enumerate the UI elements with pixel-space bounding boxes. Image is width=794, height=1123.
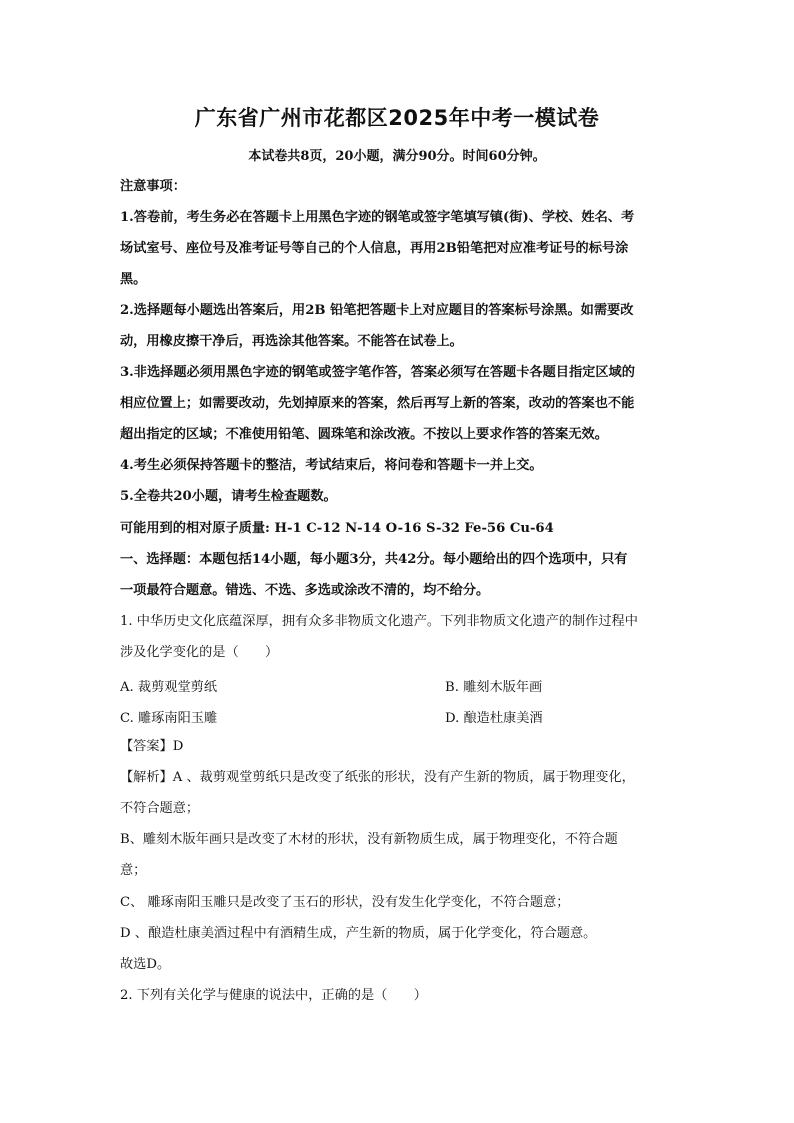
notice-heading: 注意事项： <box>120 179 186 194</box>
note-line: 3.非选择题必须用黑色字迹的钢笔或签字笔作答，答案必须写在答题卡各题目指定区域的 <box>120 365 635 380</box>
note-line: 相应位置上；如需要改动，先划掉原来的答案，然后再写上新的答案，改动的答案也不能 <box>120 396 635 411</box>
analysis-line: C、 雕琢南阳玉雕只是改变了玉石的形状，没有发生化学变化，不符合题意； <box>120 895 570 910</box>
option-a: A. 裁剪观堂剪纸 <box>120 680 218 695</box>
note-line: 5.全卷共20小题，请考生检查题数。 <box>120 489 337 504</box>
note-line: 4.考生必须保持答题卡的整洁，考试结束后，将问卷和答题卡一并上交。 <box>120 458 543 473</box>
note-line: 2.选择题每小题选出答案后，用2B 铅笔把答题卡上对应题目的答案标号涂黑。如需要改 <box>120 303 634 318</box>
option-b: B. 雕刻木版年画 <box>445 680 543 695</box>
note-line: 黑。 <box>120 272 147 287</box>
atomic-mass-line: 可能用到的相对原子质量: H-1 C-12 N-14 O-16 S-32 Fe-56 Cu-64 <box>120 521 554 536</box>
analysis-line: B、雕刻木版年画只是改变了木材的形状，没有新物质生成，属于物理变化，不符合题 <box>120 832 618 847</box>
note-line: 超出指定的区域；不准使用铅笔、圆珠笔和涂改液。不按以上要求作答的答案无效。 <box>120 427 608 442</box>
note-line: 动，用橡皮擦干净后，再选涂其他答案。不能答在试卷上。 <box>120 334 463 349</box>
analysis-line: 【解析】A 、裁剪观堂剪纸只是改变了纸张的形状，没有产生新的物质，属于物理变化， <box>120 770 635 785</box>
question-2-stem: 2. 下列有关化学与健康的说法中，正确的是（ ） <box>120 988 427 1003</box>
section-heading: 一项最符合题意。错选、不选、多选或涂改不清的，均不给分。 <box>120 583 490 598</box>
option-d: D. 酿造杜康美酒 <box>445 711 543 726</box>
page-title: 广东省广州市花都区2025年中考一模试卷 <box>194 106 600 130</box>
note-line: 1.答卷前，考生务必在答题卡上用黑色字迹的钢笔或签字笔填写镇(街)、学校、姓名、考 <box>120 210 635 225</box>
question-1-stem: 1. 中华历史文化底蕴深厚，拥有众多非物质文化遗产。下列非物质文化遗产的制作过程中 <box>120 614 638 629</box>
answer-line: 【答案】D <box>120 739 184 754</box>
analysis-line: 故选D。 <box>120 957 171 972</box>
exam-info: 本试卷共8页，20小题，满分90分。时间60分钟。 <box>248 149 546 164</box>
section-heading: 一、选择题：本题包括14小题，每小题3分，共42分。每小题给出的四个选项中，只有 <box>120 552 628 567</box>
analysis-line: 不符合题意； <box>120 801 200 816</box>
analysis-line: 意； <box>120 863 147 878</box>
analysis-line: D 、酿造杜康美酒过程中有酒精生成，产生新的物质，属于化学变化，符合题意。 <box>120 926 597 941</box>
option-c: C. 雕琢南阳玉雕 <box>120 711 218 726</box>
question-1-stem: 涉及化学变化的是（ ） <box>120 645 279 660</box>
note-line: 场试室号、座位号及准考证号等自己的个人信息，再用2B铅笔把对应准考证号的标号涂 <box>120 241 629 256</box>
